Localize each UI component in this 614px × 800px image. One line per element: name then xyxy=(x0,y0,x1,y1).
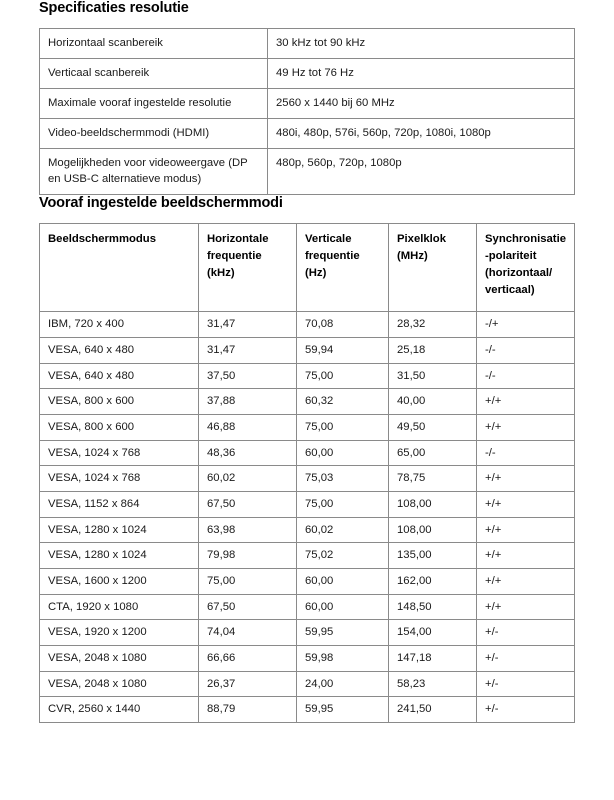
table-row xyxy=(40,29,575,59)
cell-pixel-clock: 40,00 xyxy=(389,389,477,415)
table-row xyxy=(40,59,575,89)
cell-horizontal-frequency: 37,88 xyxy=(199,389,297,415)
page-title-preset-display-modes: Vooraf ingestelde beeldschermmodi xyxy=(39,195,283,212)
spec-value: 49 Hz tot 76 Hz xyxy=(268,59,575,89)
cell-display-mode: VESA, 800 x 600 xyxy=(40,414,199,440)
cell-horizontal-frequency: 66,66 xyxy=(199,645,297,671)
table-row xyxy=(40,568,575,594)
cell-horizontal-frequency: 75,00 xyxy=(199,568,297,594)
table-row xyxy=(40,414,575,440)
table-row xyxy=(40,149,575,195)
cell-pixel-clock: 108,00 xyxy=(389,517,477,543)
cell-pixel-clock: 147,18 xyxy=(389,645,477,671)
cell-sync-polarity: +/+ xyxy=(477,389,575,415)
cell-pixel-clock: 108,00 xyxy=(389,491,477,517)
cell-pixel-clock: 135,00 xyxy=(389,543,477,569)
cell-sync-polarity: -/+ xyxy=(477,312,575,338)
table-row xyxy=(40,517,575,543)
cell-horizontal-frequency: 63,98 xyxy=(199,517,297,543)
cell-display-mode: VESA, 1600 x 1200 xyxy=(40,568,199,594)
cell-sync-polarity: +/+ xyxy=(477,491,575,517)
spec-value: 480p, 560p, 720p, 1080p xyxy=(268,149,575,195)
table-row xyxy=(40,491,575,517)
spec-value: 2560 x 1440 bij 60 MHz xyxy=(268,89,575,119)
cell-pixel-clock: 78,75 xyxy=(389,466,477,492)
cell-display-mode: VESA, 1152 x 864 xyxy=(40,491,199,517)
table-row xyxy=(40,543,575,569)
cell-vertical-frequency: 59,94 xyxy=(297,337,389,363)
table-row xyxy=(40,671,575,697)
cell-horizontal-frequency: 88,79 xyxy=(199,697,297,723)
preset-display-modes-table xyxy=(39,223,575,723)
cell-display-mode: VESA, 1920 x 1200 xyxy=(40,620,199,646)
cell-sync-polarity: -/- xyxy=(477,337,575,363)
cell-vertical-frequency: 59,98 xyxy=(297,645,389,671)
cell-vertical-frequency: 60,00 xyxy=(297,594,389,620)
cell-sync-polarity: +/+ xyxy=(477,594,575,620)
table-row xyxy=(40,645,575,671)
cell-vertical-frequency: 75,03 xyxy=(297,466,389,492)
spec-label: Verticaal scanbereik xyxy=(40,59,268,89)
page-title-resolution-specs: Specificaties resolutie xyxy=(39,0,189,16)
cell-sync-polarity: +/+ xyxy=(477,568,575,594)
column-header-vertical-frequency: Verticale frequentie (Hz) xyxy=(297,224,389,312)
cell-pixel-clock: 65,00 xyxy=(389,440,477,466)
cell-horizontal-frequency: 26,37 xyxy=(199,671,297,697)
table-row xyxy=(40,89,575,119)
spec-label: Maximale vooraf ingestelde resolutie xyxy=(40,89,268,119)
cell-horizontal-frequency: 79,98 xyxy=(199,543,297,569)
cell-display-mode: VESA, 1024 x 768 xyxy=(40,466,199,492)
table-row xyxy=(40,337,575,363)
cell-vertical-frequency: 60,02 xyxy=(297,517,389,543)
cell-display-mode: CVR, 2560 x 1440 xyxy=(40,697,199,723)
cell-display-mode: VESA, 2048 x 1080 xyxy=(40,645,199,671)
cell-horizontal-frequency: 37,50 xyxy=(199,363,297,389)
cell-display-mode: VESA, 1280 x 1024 xyxy=(40,517,199,543)
table-row xyxy=(40,466,575,492)
cell-pixel-clock: 28,32 xyxy=(389,312,477,338)
cell-sync-polarity: +/- xyxy=(477,645,575,671)
cell-display-mode: VESA, 800 x 600 xyxy=(40,389,199,415)
cell-display-mode: VESA, 1024 x 768 xyxy=(40,440,199,466)
cell-sync-polarity: -/- xyxy=(477,440,575,466)
cell-sync-polarity: +/+ xyxy=(477,517,575,543)
cell-vertical-frequency: 60,32 xyxy=(297,389,389,415)
cell-horizontal-frequency: 46,88 xyxy=(199,414,297,440)
table-header-row xyxy=(40,224,575,312)
cell-sync-polarity: +/- xyxy=(477,697,575,723)
cell-horizontal-frequency: 60,02 xyxy=(199,466,297,492)
column-header-pixel-clock: Pixelklok (MHz) xyxy=(389,224,477,312)
resolution-specifications-table xyxy=(39,28,575,195)
cell-pixel-clock: 49,50 xyxy=(389,414,477,440)
table-row xyxy=(40,312,575,338)
cell-pixel-clock: 241,50 xyxy=(389,697,477,723)
cell-vertical-frequency: 60,00 xyxy=(297,568,389,594)
cell-vertical-frequency: 75,00 xyxy=(297,363,389,389)
cell-pixel-clock: 154,00 xyxy=(389,620,477,646)
preset-modes-header xyxy=(40,224,575,312)
cell-vertical-frequency: 75,00 xyxy=(297,491,389,517)
cell-sync-polarity: +/+ xyxy=(477,414,575,440)
table-row xyxy=(40,363,575,389)
cell-vertical-frequency: 59,95 xyxy=(297,697,389,723)
cell-horizontal-frequency: 67,50 xyxy=(199,491,297,517)
cell-display-mode: VESA, 1280 x 1024 xyxy=(40,543,199,569)
preset-modes-body xyxy=(40,312,575,723)
cell-horizontal-frequency: 31,47 xyxy=(199,337,297,363)
table-row xyxy=(40,594,575,620)
cell-vertical-frequency: 59,95 xyxy=(297,620,389,646)
cell-pixel-clock: 25,18 xyxy=(389,337,477,363)
cell-sync-polarity: -/- xyxy=(477,363,575,389)
cell-pixel-clock: 31,50 xyxy=(389,363,477,389)
table-row xyxy=(40,440,575,466)
cell-pixel-clock: 58,23 xyxy=(389,671,477,697)
cell-horizontal-frequency: 31,47 xyxy=(199,312,297,338)
spec-value: 480i, 480p, 576i, 560p, 720p, 1080i, 1080p xyxy=(268,119,575,149)
cell-display-mode: VESA, 640 x 480 xyxy=(40,363,199,389)
cell-horizontal-frequency: 74,04 xyxy=(199,620,297,646)
table-row xyxy=(40,119,575,149)
cell-display-mode: VESA, 2048 x 1080 xyxy=(40,671,199,697)
column-header-horizontal-frequency: Horizontale frequentie (kHz) xyxy=(199,224,297,312)
cell-horizontal-frequency: 67,50 xyxy=(199,594,297,620)
cell-display-mode: IBM, 720 x 400 xyxy=(40,312,199,338)
cell-vertical-frequency: 60,00 xyxy=(297,440,389,466)
column-header-sync-polarity: Synchronisatie-polariteit (horizontaal/ verticaal) xyxy=(477,224,575,312)
cell-sync-polarity: +/- xyxy=(477,620,575,646)
cell-display-mode: CTA, 1920 x 1080 xyxy=(40,594,199,620)
cell-sync-polarity: +/- xyxy=(477,671,575,697)
spec-label: Mogelijkheden voor videoweergave (DP en USB-C alternatieve modus) xyxy=(40,149,268,195)
cell-sync-polarity: +/+ xyxy=(477,543,575,569)
cell-vertical-frequency: 75,00 xyxy=(297,414,389,440)
cell-pixel-clock: 162,00 xyxy=(389,568,477,594)
spec-label: Video-beeldschermmodi (HDMI) xyxy=(40,119,268,149)
cell-vertical-frequency: 75,02 xyxy=(297,543,389,569)
cell-pixel-clock: 148,50 xyxy=(389,594,477,620)
resolution-specs-body xyxy=(40,29,575,195)
cell-horizontal-frequency: 48,36 xyxy=(199,440,297,466)
cell-vertical-frequency: 24,00 xyxy=(297,671,389,697)
table-row xyxy=(40,697,575,723)
spec-value: 30 kHz tot 90 kHz xyxy=(268,29,575,59)
column-header-display-mode: Beeldschermmodus xyxy=(40,224,199,312)
cell-sync-polarity: +/+ xyxy=(477,466,575,492)
spec-label: Horizontaal scanbereik xyxy=(40,29,268,59)
cell-vertical-frequency: 70,08 xyxy=(297,312,389,338)
table-row xyxy=(40,389,575,415)
table-row xyxy=(40,620,575,646)
cell-display-mode: VESA, 640 x 480 xyxy=(40,337,199,363)
